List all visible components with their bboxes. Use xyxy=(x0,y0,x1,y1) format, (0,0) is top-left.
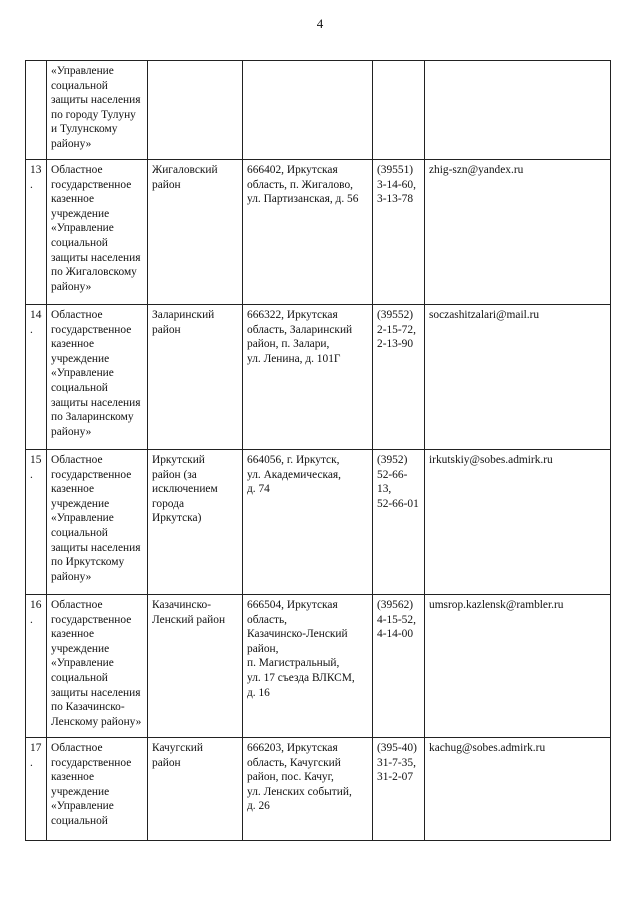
organization-name: Областное государственное казенное учреждение «Управление социальной защиты населения по Иркутскому району» xyxy=(51,454,141,583)
row-number-cell xyxy=(26,61,47,160)
phone-numbers: (3952) 52-66-13, 52-66-01 xyxy=(377,454,419,510)
address-cell xyxy=(243,160,373,305)
postal-address: 666402, Иркутская область, п. Жигалово, ул. Партизанская, д. 56 xyxy=(247,164,359,206)
table-row xyxy=(26,738,611,841)
organization-cell xyxy=(47,61,148,160)
service-area: Качугский район xyxy=(152,742,203,769)
postal-address: 666203, Иркутская область, Качугский район, пос. Качуг, ул. Ленских событий, д. 26 xyxy=(247,742,352,813)
address-cell xyxy=(243,450,373,595)
table-row xyxy=(26,160,611,305)
offices-table xyxy=(25,60,611,841)
row-number: 14. xyxy=(30,309,42,336)
phone-numbers: (39562) 4-15-52, 4-14-00 xyxy=(377,599,416,641)
email-cell xyxy=(425,160,611,305)
phone-cell xyxy=(373,450,425,595)
table-row xyxy=(26,61,611,160)
organization-cell xyxy=(47,305,148,450)
row-number-cell xyxy=(26,450,47,595)
address-cell xyxy=(243,738,373,841)
email-cell xyxy=(425,738,611,841)
phone-cell xyxy=(373,61,425,160)
organization-cell xyxy=(47,595,148,738)
organization-cell xyxy=(47,160,148,305)
area-cell xyxy=(148,160,243,305)
phone-numbers: (39551) 3-14-60, 3-13-78 xyxy=(377,164,416,206)
phone-numbers: (39552) 2-15-72, 2-13-90 xyxy=(377,309,416,351)
area-cell xyxy=(148,450,243,595)
organization-name: Областное государственное казенное учреждение «Управление социальной защиты населения по Жигаловскому району» xyxy=(51,164,141,293)
postal-address: 666504, Иркутская область, Казачинско-Ленский район, п. Магистральный, ул. 17 съезда ВЛКСМ, д. 16 xyxy=(247,599,355,699)
address-cell xyxy=(243,595,373,738)
area-cell xyxy=(148,738,243,841)
service-area: Заларинский район xyxy=(152,309,215,336)
area-cell xyxy=(148,595,243,738)
row-number-cell xyxy=(26,160,47,305)
service-area: Жигаловский район xyxy=(152,164,218,191)
email-address: kachug@sobes.admirk.ru xyxy=(429,742,546,754)
postal-address: 666322, Иркутская область, Заларинский район, п. Залари, ул. Ленина, д. 101Г xyxy=(247,309,353,365)
organization-name: Областное государственное казенное учреждение «Управление социальной xyxy=(51,742,132,827)
address-cell xyxy=(243,61,373,160)
row-number-cell xyxy=(26,738,47,841)
area-cell xyxy=(148,305,243,450)
email-cell xyxy=(425,450,611,595)
email-address: irkutskiy@sobes.admirk.ru xyxy=(429,454,553,466)
row-number: 16. xyxy=(30,599,42,626)
phone-cell xyxy=(373,305,425,450)
phone-cell xyxy=(373,738,425,841)
area-cell xyxy=(148,61,243,160)
email-address: umsrop.kazlensk@rambler.ru xyxy=(429,599,564,611)
row-number: 13. xyxy=(30,164,42,191)
row-number-cell xyxy=(26,595,47,738)
phone-cell xyxy=(373,160,425,305)
organization-cell xyxy=(47,738,148,841)
row-number-cell xyxy=(26,305,47,450)
table-row xyxy=(26,450,611,595)
phone-cell xyxy=(373,595,425,738)
organization-cell xyxy=(47,450,148,595)
row-number: 17. xyxy=(30,742,42,769)
page-number: 4 xyxy=(316,16,324,31)
email-address: zhig-szn@yandex.ru xyxy=(429,164,524,176)
service-area: Казачинско- Ленский район xyxy=(152,599,226,626)
table-row xyxy=(26,595,611,738)
row-number: 15. xyxy=(30,454,42,481)
organization-name: «Управление социальной защиты населения по городу Тулуну и Тулунскому району» xyxy=(51,65,141,150)
organization-name: Областное государственное казенное учреждение «Управление социальной защиты населения по Заларинскому району» xyxy=(51,309,141,438)
email-address: soczashitzalari@mail.ru xyxy=(429,309,540,321)
phone-numbers: (395-40) 31-7-35, 31-2-07 xyxy=(377,742,417,784)
service-area: Иркутский район (за исключением города Иркутска) xyxy=(152,454,218,525)
address-cell xyxy=(243,305,373,450)
postal-address: 664056, г. Иркутск, ул. Академическая, д. 74 xyxy=(247,454,342,496)
email-cell xyxy=(425,595,611,738)
email-cell xyxy=(425,61,611,160)
table-row xyxy=(26,305,611,450)
organization-name: Областное государственное казенное учреждение «Управление социальной защиты населения по Казачинско- Ленскому району» xyxy=(51,599,142,728)
email-cell xyxy=(425,305,611,450)
